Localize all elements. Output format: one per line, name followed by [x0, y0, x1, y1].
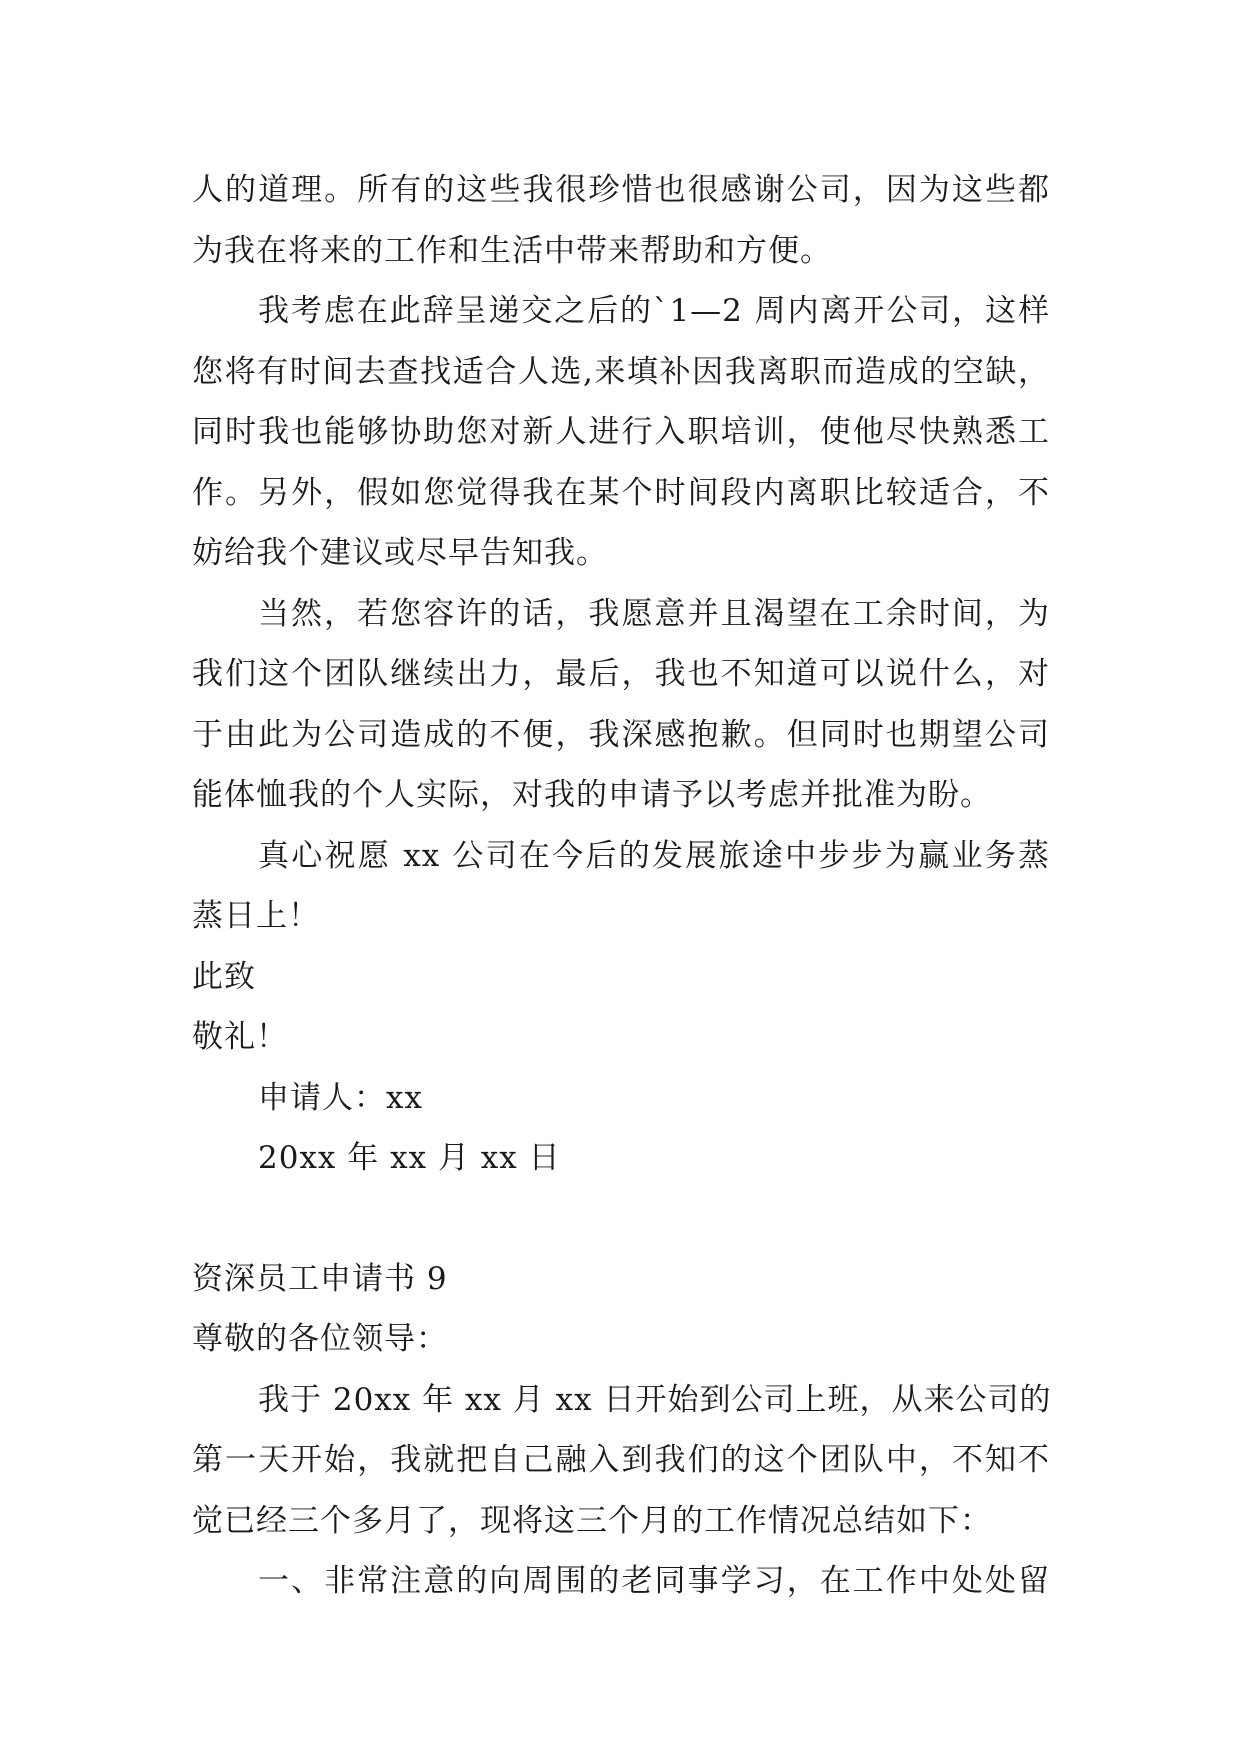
- section-title: 资深员工申请书 9: [192, 1260, 448, 1297]
- paragraph-line: 我们这个团队继续出力，最后，我也不知道可以说什么，对: [192, 656, 1050, 692]
- paragraph-line: 能体恤我的个人实际，对我的申请予以考虑并批准为盼。: [192, 777, 992, 813]
- section-gap: [192, 1189, 1050, 1249]
- paragraph-line: 真心祝愿 xx 公司在今后的发展旅途中步步为赢业务蒸: [258, 837, 1050, 874]
- paragraph-line: 觉已经三个多月了，现将这三个月的工作情况总结如下：: [192, 1502, 992, 1539]
- document-body: [192, 160, 1050, 1612]
- paragraph-line: 人的道理。所有的这些我很珍惜也很感谢公司，因为这些都: [192, 172, 1050, 208]
- paragraph-line: 妨给我个建议或尽早告知我。: [192, 535, 608, 571]
- paragraph-line: 作。另外，假如您觉得我在某个时间段内离职比较适合，不: [192, 474, 1050, 511]
- paragraph-line: 我考虑在此辞呈递交之后的`1—2 周内离开公司，这样: [258, 293, 1050, 329]
- closing-line: 此致: [192, 958, 256, 995]
- signature-date: 20xx 年 xx 月 xx 日: [258, 1140, 561, 1176]
- salutation: 尊敬的各位领导：: [192, 1321, 448, 1357]
- paragraph-line: 当然，若您容许的话，我愿意并且渴望在工余时间，为: [258, 595, 1050, 632]
- paragraph-line: 我于 20xx 年 xx 月 xx 日开始到公司上班，从来公司的: [258, 1381, 1052, 1418]
- signature-name: 申请人：xx: [258, 1079, 423, 1116]
- paragraph-line: 一、非常注意的向周围的老同事学习，在工作中处处留: [258, 1563, 1050, 1599]
- paragraph-line: 蒸日上！: [192, 898, 320, 934]
- paragraph-line: 第一天开始，我就把自己融入到我们的这个团队中，不知不: [192, 1442, 1050, 1478]
- closing-line: 敬礼！: [192, 1019, 288, 1055]
- paragraph-line: 于由此为公司造成的不便，我深感抱歉。但同时也期望公司: [192, 716, 1050, 753]
- paragraph-line: 为我在将来的工作和生活中带来帮助和方便。: [192, 232, 832, 269]
- paragraph-line: 您将有时间去查找适合人选,来填补因我离职而造成的空缺，: [192, 353, 1050, 390]
- paragraph-line: 同时我也能够协助您对新人进行入职培训，使他尽快熟悉工: [192, 414, 1050, 450]
